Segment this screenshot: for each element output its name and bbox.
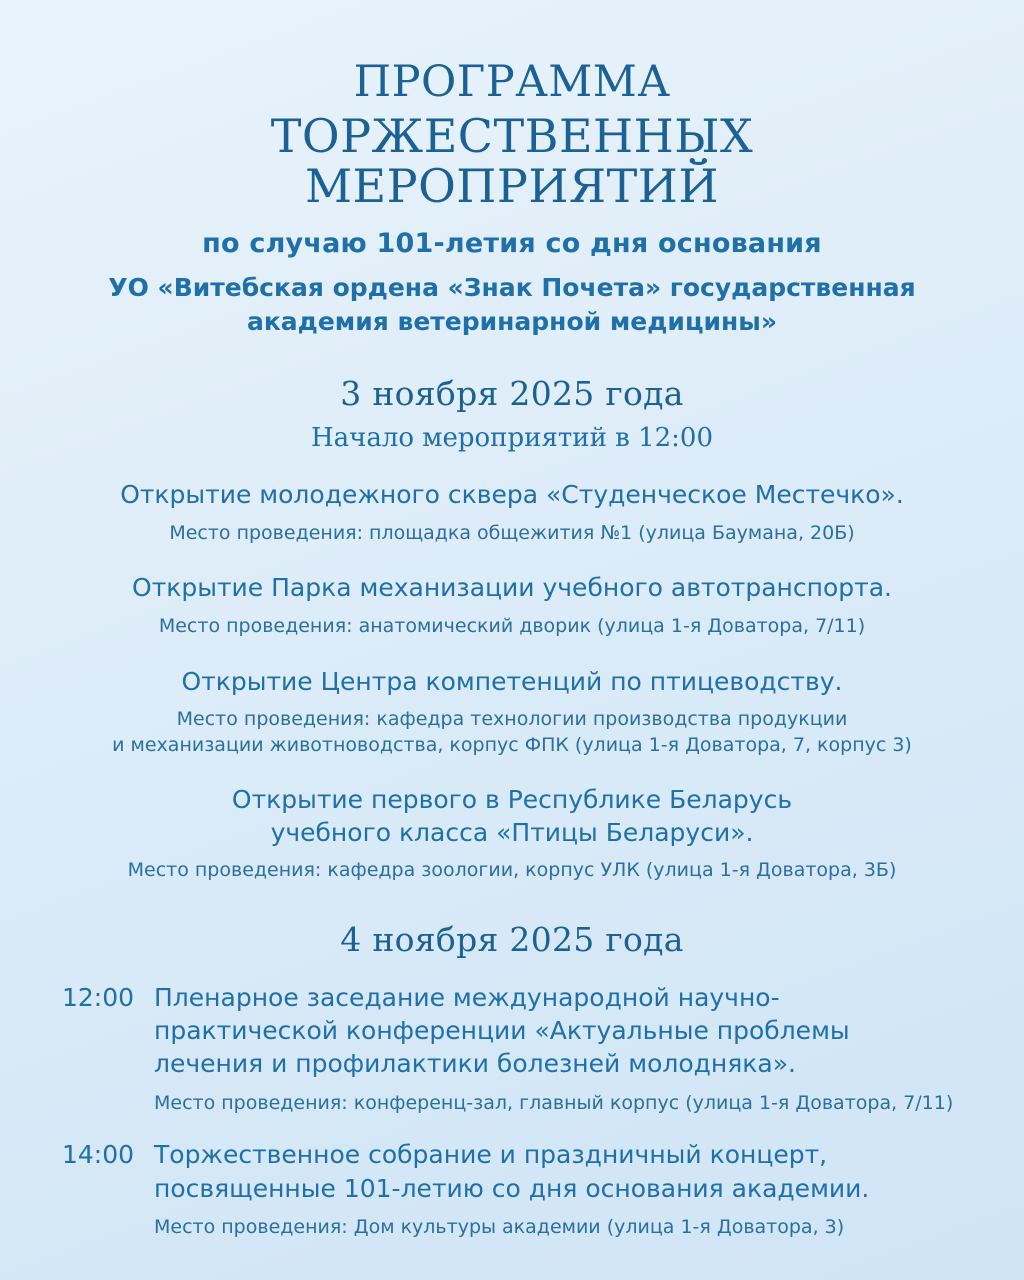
event-venue: Место проведения: Дом культуры академии (улица 1-я Доватора, 3)	[154, 1215, 845, 1238]
day1-start-note: Начало мероприятий в 12:00	[310, 423, 714, 454]
event-time: 12:00	[62, 982, 135, 1012]
event-title	[128, 784, 897, 849]
event-venue: Место проведения: площадка общежития №1 (улица Баумана, 20Б)	[169, 521, 855, 544]
organization-name-line1: УО «Витебская ордена «Знак Почета» государственная	[108, 272, 916, 302]
event-title-line2: посвященные 101-летию со дня основания академии.	[154, 1173, 870, 1203]
event-title: Открытие молодежного сквера «Студенческое Местечко».	[120, 480, 904, 510]
event-item	[120, 479, 904, 546]
event-item	[128, 784, 897, 884]
organization-name	[108, 271, 915, 339]
timed-event-list	[62, 981, 962, 1241]
event-title: Открытие Парка механизации учебного автотранспорта.	[132, 573, 892, 603]
event-title-line2: учебного класса «Птицы Беларуси».	[270, 817, 754, 847]
page-title-line2: ТОРЖЕСТВЕННЫХ МЕРОПРИЯТИЙ	[270, 108, 754, 214]
event-venue: Место проведения: конференц-зал, главный корпус (улица 1-я Доватора, 7/11)	[154, 1091, 954, 1114]
timed-event-body	[154, 1138, 962, 1240]
page-title-line1: ПРОГРАММА	[353, 57, 671, 107]
organization-name-line2: академия ветеринарной медицины»	[246, 306, 778, 336]
event-venue-line2: и механизации животноводства, корпус ФПК (улица 1-я Доватора, 7, корпус 3)	[112, 733, 912, 756]
event-venue	[112, 707, 912, 758]
day-block-second	[60, 884, 964, 1241]
event-title: Открытие Центра компетенций по птицеводству.	[181, 666, 843, 696]
timed-event-body	[154, 981, 962, 1116]
event-title-line1: Пленарное заседание международной научно-	[154, 982, 780, 1012]
day1-date-heading: 3 ноября 2025 года	[340, 374, 684, 414]
event-title-line3: лечения и профилактики болезней молодняка».	[154, 1049, 796, 1079]
event-time: 14:00	[62, 1140, 135, 1170]
day2-date-heading: 4 ноября 2025 года	[340, 919, 684, 959]
page-subtitle: по случаю 101-летия со дня основания	[202, 227, 822, 259]
timed-event-item	[62, 981, 962, 1116]
event-title-line1: Торжественное собрание и праздничный концерт,	[154, 1140, 828, 1170]
event-title-line1: Открытие первого в Республике Беларусь	[231, 785, 793, 815]
day-block-first	[60, 338, 964, 884]
event-title-line2: практической конференции «Актуальные проблемы	[154, 1016, 850, 1046]
event-venue-line1: Место проведения: кафедра технологии производства продукции	[176, 708, 848, 731]
event-venue: Место проведения: анатомический дворик (улица 1-я Доватора, 7/11)	[158, 614, 866, 637]
timed-event-item	[62, 1138, 962, 1240]
event-venue: Место проведения: кафедра зоологии, корпус УЛК (улица 1-я Доватора, 3Б)	[127, 859, 897, 882]
event-title	[154, 1138, 962, 1205]
event-title	[154, 981, 962, 1081]
event-item	[132, 572, 892, 639]
event-item	[112, 666, 912, 759]
